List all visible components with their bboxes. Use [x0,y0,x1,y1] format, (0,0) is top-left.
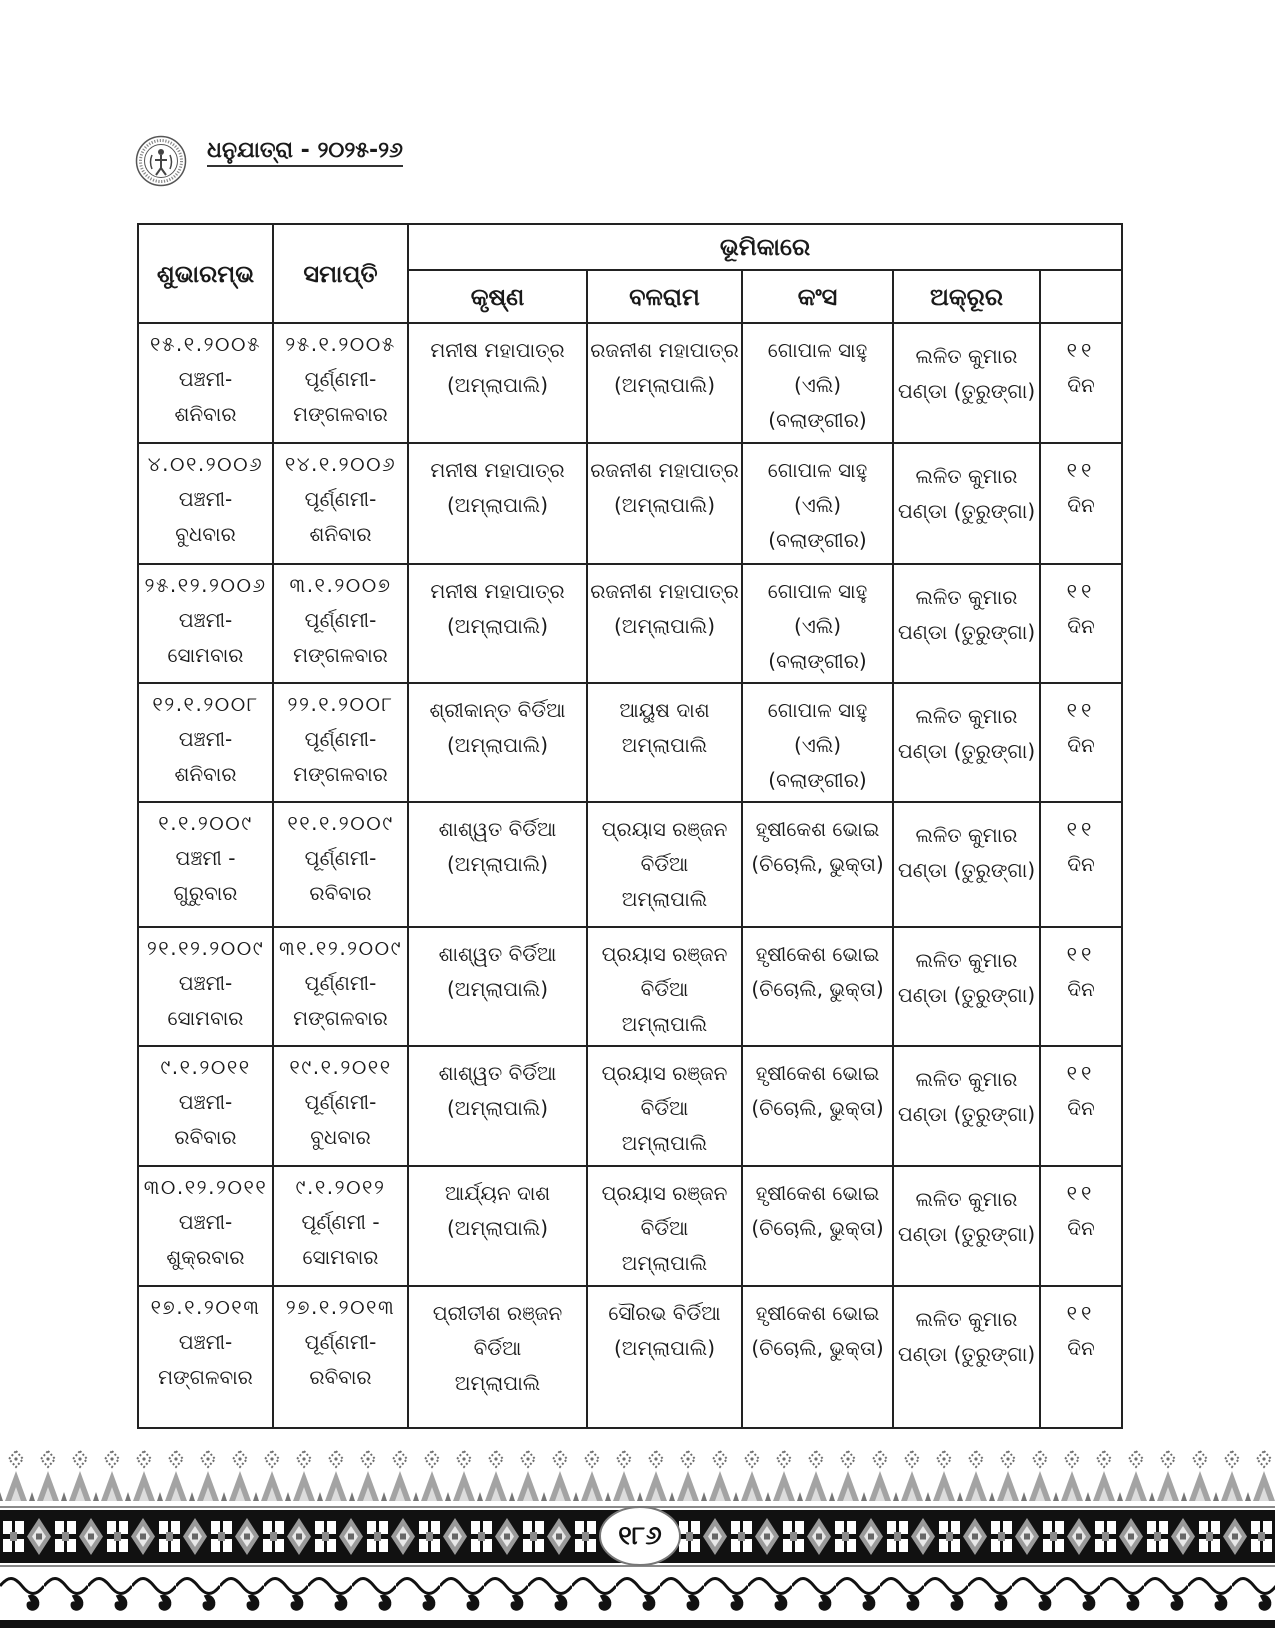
akrura-cell-line: ପଣ୍ଡା (ତୁରୁଙ୍ଗା) [897,379,1036,403]
start-cell-line: ୪.୦୧.୨୦୦୬ [147,452,264,476]
krishna-cell [408,1166,587,1286]
start-cell [138,323,273,443]
table-body [138,323,1122,1428]
start-cell-line: ୧୭.୧.୨୦୧୩ [150,1295,261,1319]
krishna-cell-line: ଶାଶ୍ୱତ ବିର୍ଡିଆ [438,942,557,966]
duration-cell-line: ୧୧ [1066,579,1096,603]
balaram-cell [587,927,742,1046]
duration-cell-line: ୧୧ [1066,698,1096,722]
kansa-cell [742,1286,893,1428]
duration-cell-line: ୧୧ [1066,817,1096,841]
balaram-cell [587,564,742,683]
balaram-cell-line: ବିର୍ଡିଆ [640,1096,689,1120]
akrura-cell-line: ପଣ୍ଡା (ତୁରୁଙ୍ଗା) [897,1102,1036,1126]
krishna-cell [408,323,587,443]
end-cell [273,1166,408,1286]
end-cell-line: ମଙ୍ଗଳବାର [293,762,388,786]
header-row [138,224,1122,270]
start-cell-line: ୨୧.୧୨.୨୦୦୯ [146,936,265,960]
akrura-cell-line: ପଣ୍ଡା (ତୁରୁଙ୍ଗା) [897,858,1036,882]
start-cell-line: ପଞ୍ଚମୀ - [175,846,236,870]
table-header [138,224,1122,323]
balaram-cell-line: ରଜନୀଶ ମହାପାତ୍ର [590,338,739,362]
kansa-cell-line: ଗୋପାଳ ସାହୁ [767,458,868,482]
balaram-cell-line: ବିର୍ଡିଆ [640,977,689,1001]
duration-cell [1040,564,1122,683]
end-cell [273,564,408,683]
balaram-cell [587,1046,742,1166]
start-cell-line: ସୋମବାର [167,643,244,667]
start-cell [138,1166,273,1286]
duration-cell [1040,1166,1122,1286]
start-cell-line: ବୁଧବାର [175,522,236,546]
duration-cell [1040,683,1122,802]
akrura-cell-line: ଲଳିତ କୁମାର [915,823,1018,847]
balaram-cell-line: ବିର୍ଡିଆ [640,852,689,876]
balaram-cell [587,323,742,443]
krishna-cell-line: (ଅମ୍ଲାପାଲି) [446,733,549,757]
kansa-cell-line: (ଏଲି) [793,493,842,517]
start-cell-line: ୩୦.୧୨.୨୦୧୧ [143,1175,268,1199]
kansa-cell [742,802,893,927]
start-cell-line: ୯.୧.୨୦୧୧ [160,1055,251,1079]
end-cell-line: ୧୯.୧.୨୦୧୧ [289,1055,392,1079]
krishna-cell-line: (ଅମ୍ଲାପାଲି) [446,493,549,517]
table-row [138,802,1122,927]
page-number: ୧୮୬ [618,1521,662,1551]
table-row [138,683,1122,802]
start-cell-line: ପଞ୍ଚମୀ- [178,1330,233,1354]
start-cell-line: ଶନିବାର [174,762,237,786]
duration-cell-line: ଦିନ [1067,373,1095,397]
end-cell [273,323,408,443]
kansa-cell [742,323,893,443]
kansa-cell-line: ଗୋପାଳ ସାହୁ [767,338,868,362]
end-cell [273,683,408,802]
kansa-cell-line: ହୃଷୀକେଶ ଭୋଇ [755,1181,880,1205]
start-cell [138,564,273,683]
duration-cell-line: ଦିନ [1067,1096,1095,1120]
end-cell-line: ସୋମବାର [302,1245,379,1269]
start-cell-line: ୧.୧.୨୦୦୯ [158,811,253,835]
kansa-cell-line: (ଚିଚୋଲି, ଭୁକ୍ତା) [751,1336,884,1360]
table-row [138,443,1122,564]
akrura-cell-line: ପଣ୍ଡା (ତୁରୁଙ୍ଗା) [897,983,1036,1007]
balaram-cell-line: ପ୍ରୟାସ ରଞ୍ଜନ [601,817,728,841]
kansa-cell-line: ହୃଷୀକେଶ ଭୋଇ [755,1061,880,1085]
krishna-cell [408,1046,587,1166]
akrura-cell-line: ପଣ୍ଡା (ତୁରୁଙ୍ଗା) [897,739,1036,763]
krishna-cell-line: (ଅମ୍ଲାପାଲି) [446,1096,549,1120]
end-cell-line: ମଙ୍ଗଳବାର [293,1006,388,1030]
duration-cell [1040,802,1122,927]
krishna-cell-line: ମନୀଷ ମହାପାତ୍ର [430,579,565,603]
duration-cell [1040,323,1122,443]
kansa-cell [742,927,893,1046]
end-cell-line: ୨୭.୧.୨୦୧୩ [285,1295,396,1319]
balaram-cell-line: ରଜନୀଶ ମହାପାତ୍ର [590,458,739,482]
kansa-cell [742,683,893,802]
start-cell-line: ମଙ୍ଗଳବାର [158,1365,253,1389]
end-cell [273,1046,408,1166]
table-row [138,323,1122,443]
krishna-cell-line: ମନୀଷ ମହାପାତ୍ର [430,338,565,362]
end-cell-line: ରବିବାର [309,1365,372,1389]
duration-cell-line: ୧୧ [1066,1301,1096,1325]
krishna-cell-line: (ଅମ୍ଲାପାଲି) [446,852,549,876]
end-cell-line: ବୁଧବାର [310,1125,371,1149]
roles-table [137,223,1123,1429]
duration-cell [1040,1286,1122,1428]
krishna-cell-line: ଶାଶ୍ୱତ ବିର୍ଡିଆ [438,1061,557,1085]
kansa-cell-line: (ଚିଚୋଲି, ଭୁକ୍ତା) [751,1096,884,1120]
krishna-cell-line: (ଅମ୍ଲାପାଲି) [446,614,549,638]
akrura-cell [893,323,1040,443]
kansa-cell-line: (ବଲାଙ୍ଗୀର) [768,408,867,432]
start-cell [138,1286,273,1428]
bottom-rule [0,1620,1275,1628]
end-cell-line: ମଙ୍ଗଳବାର [293,643,388,667]
table-row [138,564,1122,683]
end-cell-line: ପୂର୍ଣ୍ଣମୀ- [304,367,377,391]
balaram-cell-line: ଅମ୍ଲାପାଲି [621,887,708,911]
kansa-cell-line: ହୃଷୀକେଶ ଭୋଇ [755,1301,880,1325]
kansa-cell-line: ଗୋପାଳ ସାହୁ [767,698,868,722]
start-cell [138,1046,273,1166]
border-triangle-motif [0,1450,1275,1502]
kansa-cell-line: (ବଲାଙ୍ଗୀର) [768,768,867,792]
start-cell-line: ଶନିବାର [174,402,237,426]
duration-cell [1040,927,1122,1046]
start-cell-line: ଗୁରୁବାର [173,881,238,905]
balaram-cell-line: ପ୍ରୟାସ ରଞ୍ଜନ [601,1061,728,1085]
kansa-cell-line: ହୃଷୀକେଶ ଭୋଇ [755,942,880,966]
balaram-cell-line: (ଅମ୍ଲାପାଲି) [613,493,716,517]
duration-cell-line: ଦିନ [1067,977,1095,1001]
duration-cell-line: ୧୧ [1066,1061,1096,1085]
krishna-cell [408,1286,587,1428]
duration-cell-line: ଦିନ [1067,1336,1095,1360]
balaram-cell [587,1166,742,1286]
start-cell [138,927,273,1046]
start-cell-line: ଶୁକ୍ରବାର [166,1245,245,1269]
end-cell-line: ପୂର୍ଣ୍ଣମୀ- [304,1090,377,1114]
kansa-cell-line: (ଏଲି) [793,373,842,397]
krishna-cell-line: ଶାଶ୍ୱତ ବିର୍ଡିଆ [438,817,557,841]
start-cell-line: ସୋମବାର [167,1006,244,1030]
end-cell-line: ୩.୧.୨୦୦୭ [289,573,392,597]
krishna-cell-line: ପ୍ରୀତୀଶ ରଞ୍ଜନ [432,1301,563,1325]
start-cell-line: ପଞ୍ଚମୀ- [178,367,233,391]
start-cell-line: ୨୫.୧୨.୨୦୦୬ [144,573,267,597]
balaram-cell-line: ବିର୍ଡିଆ [640,1216,689,1240]
akrura-cell-line: ଲଳିତ କୁମାର [915,1187,1018,1211]
kansa-cell [742,1166,893,1286]
end-cell-line: ଶନିବାର [309,522,372,546]
start-cell-line: ପଞ୍ଚମୀ- [178,971,233,995]
akrura-cell [893,1046,1040,1166]
table-row [138,1166,1122,1286]
duration-cell-line: ଦିନ [1067,614,1095,638]
balaram-cell [587,802,742,927]
balaram-cell [587,683,742,802]
krishna-cell-line: ଶ୍ରୀକାନ୍ତ ବିର୍ଡିଆ [429,698,566,722]
start-cell [138,802,273,927]
kansa-cell [742,443,893,564]
column-header-balaram: ବଳରାମ [587,270,742,323]
krishna-cell-line: (ଅମ୍ଲାପାଲି) [446,373,549,397]
border-wave-motif [0,1572,1275,1616]
kansa-cell-line: (ଚିଚୋଲି, ଭୁକ୍ତା) [751,977,884,1001]
akrura-cell-line: ପଣ୍ଡା (ତୁରୁଙ୍ଗା) [897,620,1036,644]
column-header-start: ଶୁଭାରମ୍ଭ [138,224,273,323]
balaram-cell-line: ଅମ୍ଲାପାଲି [621,1251,708,1275]
akrura-cell [893,443,1040,564]
kansa-cell-line: ଗୋପାଳ ସାହୁ [767,579,868,603]
balaram-cell-line: ପ୍ରୟାସ ରଞ୍ଜନ [601,1181,728,1205]
akrura-cell [893,1166,1040,1286]
balaram-cell-line: ରଜନୀଶ ମହାପାତ୍ର [590,579,739,603]
krishna-cell-line: (ଅମ୍ଲାପାଲି) [446,977,549,1001]
start-cell-line: ପଞ୍ଚମୀ- [178,608,233,632]
end-cell-line: ୨୨.୧.୨୦୦୮ [287,692,394,716]
end-cell-line: ପୂର୍ଣ୍ଣମୀ- [304,487,377,511]
duration-cell-line: ୧୧ [1066,942,1096,966]
start-cell-line: ପଞ୍ଚମୀ- [178,1210,233,1234]
duration-cell-line: ଦିନ [1067,852,1095,876]
start-cell-line: ୧୨.୧.୨୦୦୮ [152,692,259,716]
start-cell-line: ପଞ୍ଚମୀ- [178,727,233,751]
balaram-cell-line: (ଅମ୍ଲାପାଲି) [613,373,716,397]
krishna-cell-line: ଆର୍ଯ୍ୟନ ଦାଶ [444,1181,551,1205]
akrura-cell [893,564,1040,683]
duration-cell [1040,443,1122,564]
kansa-cell [742,564,893,683]
akrura-cell-line: ପଣ୍ଡା (ତୁରୁଙ୍ଗା) [897,1222,1036,1246]
column-header-end: ସମାପ୍ତି [273,224,408,323]
column-header-krishna: କୃଷ୍ଣ [408,270,587,323]
start-cell-line: ୧୫.୧.୨୦୦୫ [150,332,261,356]
akrura-cell [893,683,1040,802]
kansa-cell-line: (ଚିଚୋଲି, ଭୁକ୍ତା) [751,1216,884,1240]
akrura-cell-line: ଲଳିତ କୁମାର [915,948,1018,972]
krishna-cell-line: ମନୀଷ ମହାପାତ୍ର [430,458,565,482]
balaram-cell-line: ଅମ୍ଲାପାଲି [621,733,708,757]
kansa-cell-line: (ଚିଚୋଲି, ଭୁକ୍ତା) [751,852,884,876]
akrura-cell-line: ଲଳିତ କୁମାର [915,585,1018,609]
krishna-cell [408,443,587,564]
table-row [138,927,1122,1046]
kansa-cell-line: (ବଲାଙ୍ଗୀର) [768,649,867,673]
balaram-cell-line: ଅମ୍ଲାପାଲି [621,1012,708,1036]
akrura-cell [893,927,1040,1046]
end-cell-line: ପୂର୍ଣ୍ଣମୀ - [301,1210,380,1234]
end-cell [273,1286,408,1428]
emblem-seal-icon [135,135,187,187]
start-cell-line: ପଞ୍ଚମୀ- [178,487,233,511]
balaram-cell-line: ସୌରଭ ବିର୍ଡିଆ [608,1301,721,1325]
table-row [138,1046,1122,1166]
kansa-cell [742,1046,893,1166]
end-cell [273,802,408,927]
end-cell-line: ପୂର୍ଣ୍ଣମୀ- [304,846,377,870]
krishna-cell [408,802,587,927]
kansa-cell-line: (ଏଲି) [793,614,842,638]
kansa-cell-line: (ବଲାଙ୍ଗୀର) [768,528,867,552]
duration-cell-line: ଦିନ [1067,733,1095,757]
column-header-kansa: କଂସ [742,270,893,323]
end-cell-line: ୧୪.୧.୨୦୦୬ [284,452,397,476]
column-group-header-roles: ଭୂମିକାରେ [408,224,1122,270]
end-cell-line: ପୂର୍ଣ୍ଣମୀ- [304,608,377,632]
balaram-cell-line: ଆୟୁଷ ଦାଶ [619,698,710,722]
end-cell-line: ୧୧.୧.୨୦୦୯ [287,811,394,835]
akrura-cell-line: ଲଳିତ କୁମାର [915,344,1018,368]
end-cell-line: ରବିବାର [309,881,372,905]
akrura-cell-line: ପଣ୍ଡା (ତୁରୁଙ୍ଗା) [897,499,1036,523]
end-cell [273,443,408,564]
duration-cell-line: ୧୧ [1066,458,1096,482]
start-cell-line: ପଞ୍ଚମୀ- [178,1090,233,1114]
duration-cell-line: ଦିନ [1067,493,1095,517]
balaram-cell [587,443,742,564]
balaram-cell [587,1286,742,1428]
kansa-cell-line: ହୃଷୀକେଶ ଭୋଇ [755,817,880,841]
balaram-cell-line: (ଅମ୍ଲାପାଲି) [613,1336,716,1360]
end-cell-line: ପୂର୍ଣ୍ଣମୀ- [304,971,377,995]
akrura-cell-line: ଲଳିତ କୁମାର [915,704,1018,728]
krishna-cell-line: (ଅମ୍ଲାପାଲି) [446,1216,549,1240]
krishna-cell [408,564,587,683]
akrura-cell-line: ଲଳିତ କୁମାର [915,1307,1018,1331]
start-cell [138,683,273,802]
balaram-cell-line: (ଅମ୍ଲାପାଲି) [613,614,716,638]
akrura-cell-line: ଲଳିତ କୁମାର [915,464,1018,488]
end-cell-line: ପୂର୍ଣ୍ଣମୀ- [304,1330,377,1354]
end-cell-line: ମଙ୍ଗଳବାର [293,402,388,426]
duration-cell-line: ୧୧ [1066,1181,1096,1205]
krishna-cell [408,683,587,802]
kansa-cell-line: (ଏଲି) [793,733,842,757]
start-cell-line: ରବିବାର [174,1125,237,1149]
duration-cell-line: ଦିନ [1067,1216,1095,1240]
duration-cell [1040,1046,1122,1166]
krishna-cell-line: ଅମ୍ଲାପାଲି [454,1371,541,1395]
end-cell-line: ପୂର୍ଣ୍ଣମୀ- [304,727,377,751]
krishna-cell-line: ବିର୍ଡିଆ [473,1336,522,1360]
end-cell [273,927,408,1046]
end-cell-line: ୨୫.୧.୨୦୦୫ [285,332,396,356]
akrura-cell [893,1286,1040,1428]
krishna-cell [408,927,587,1046]
balaram-cell-line: ଅମ୍ଲାପାଲି [621,1131,708,1155]
table-row [138,1286,1122,1428]
end-cell-line: ୩୧.୧୨.୨୦୦୯ [278,936,403,960]
akrura-cell-line: ଲଳିତ କୁମାର [915,1067,1018,1091]
akrura-cell [893,802,1040,927]
balaram-cell-line: ପ୍ରୟାସ ରଞ୍ଜନ [601,942,728,966]
akrura-cell-line: ପଣ୍ଡା (ତୁରୁଙ୍ଗା) [897,1342,1036,1366]
end-cell-line: ୯.୧.୨୦୧୨ [295,1175,386,1199]
duration-cell-line: ୧୧ [1066,338,1096,362]
start-cell [138,443,273,564]
column-header-akrura: ଅକ୍ରୂର [893,270,1040,323]
page-title: ଧନୁଯାତ୍ରା - ୨୦୨୫-୨୬ [207,139,403,167]
